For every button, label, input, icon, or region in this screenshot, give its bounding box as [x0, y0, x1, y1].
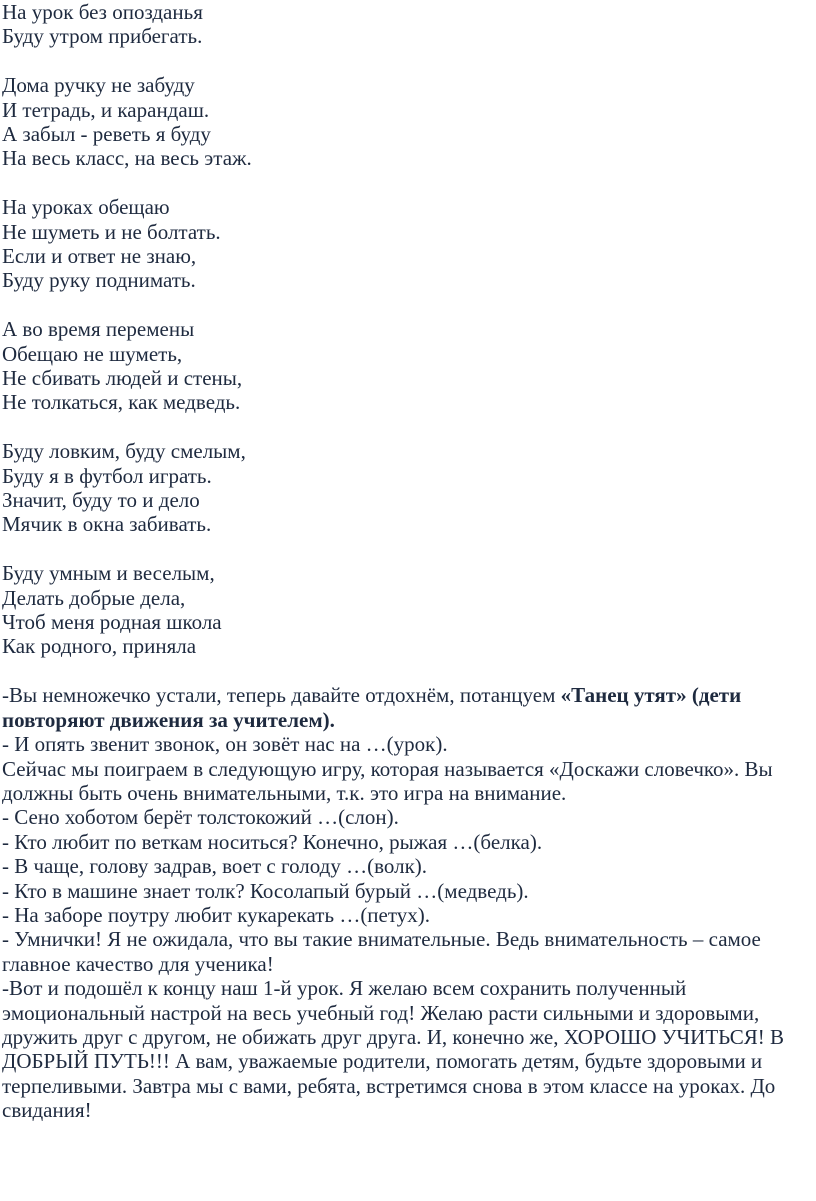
poem-line: Чтоб меня родная школа — [2, 610, 222, 635]
riddle-bear: - Кто в машине знает толк? Косолапый бурый …(медведь). — [2, 878, 529, 903]
poem-line: Буду ловким, буду смелым, — [2, 439, 246, 464]
riddle-elephant: - Сено хоботом берёт толстокожий …(слон). — [2, 805, 399, 830]
riddle-squirrel: - Кто любит по веткам носиться? Конечно, рыжая …(белка). — [2, 829, 543, 854]
closing-paragraph: -Вот и подошёл к концу наш 1-й урок. Я желаю всем сохранить полученный эмоциональный настрой на весь учебный год! Желаю расти сильными и здоровыми, дружить друг с другом, не обижать друг друга. И, конечно же, ХОРОШО УЧИТЬСЯ! В ДОБРЫЙ ПУТЬ!!! А вам, уважаемые родители, помогать детям, будьте здоровыми и терпеливыми. Завтра мы с вами, ребята, встретимся снова в этом классе на уроках. До свидания! — [2, 976, 784, 1123]
riddle-wolf: - В чаще, голову задрав, воет с голоду …(волк). — [2, 854, 428, 879]
poem-stanza — [2, 0, 812, 49]
dance-paragraph — [2, 683, 812, 732]
game-intro: Сейчас мы поиграем в следующую игру, которая называется «Доскажи словечко». Вы должны быть очень внимательными, т.к. это игра на внимание. — [2, 756, 773, 805]
dance-intro: -Вы немножечко устали, теперь давайте отдохнём, потанцуем — [2, 683, 561, 708]
poem-line: Не толкаться, как медведь. — [2, 390, 241, 415]
poem-line: Не сбивать людей и стены, — [2, 366, 243, 391]
poem-stanza — [2, 195, 812, 293]
poem-line: Буду я в футбол играть. — [2, 463, 212, 488]
poem-line: Делать добрые дела, — [2, 585, 186, 610]
poem-line: На урок без опозданья — [2, 0, 203, 24]
poem-line: И тетрадь, и карандаш. — [2, 97, 210, 122]
praise-paragraph: - Умнички! Я не ожидала, что вы такие внимательные. Ведь внимательность – самое главное качество для ученика! — [2, 927, 761, 976]
poem-stanza — [2, 439, 812, 537]
poem-line: А во время перемены — [2, 317, 195, 342]
riddle-rooster: - На заборе поутру любит кукарекать …(петух). — [2, 902, 431, 927]
dance-title: «Танец утят» (дети повторяют движения за учителем). — [2, 683, 742, 732]
poem-stanza — [2, 561, 812, 659]
poem-line: Обещаю не шуметь, — [2, 341, 183, 366]
poem-stanza — [2, 73, 812, 171]
poem-stanza — [2, 317, 812, 415]
poem-line: Дома ручку не забуду — [2, 73, 195, 98]
poem-line: Не шуметь и не болтать. — [2, 219, 221, 244]
poem-line: Буду умным и веселым, — [2, 561, 215, 586]
bell-line: - И опять звенит звонок, он зовёт нас на …(урок). — [2, 732, 448, 757]
poem-line: Мячик в окна забивать. — [2, 512, 212, 537]
poem-line: На уроках обещаю — [2, 195, 170, 220]
poem-line: На весь класс, на весь этаж. — [2, 146, 252, 171]
poem-line: Значит, буду то и дело — [2, 488, 200, 513]
poem-line: А забыл - реветь я буду — [2, 122, 211, 147]
poem-line: Буду утром прибегать. — [2, 24, 203, 49]
poem-line: Как родного, приняла — [2, 634, 197, 659]
poem-line: Если и ответ не знаю, — [2, 244, 197, 269]
poem-line: Буду руку поднимать. — [2, 268, 196, 293]
